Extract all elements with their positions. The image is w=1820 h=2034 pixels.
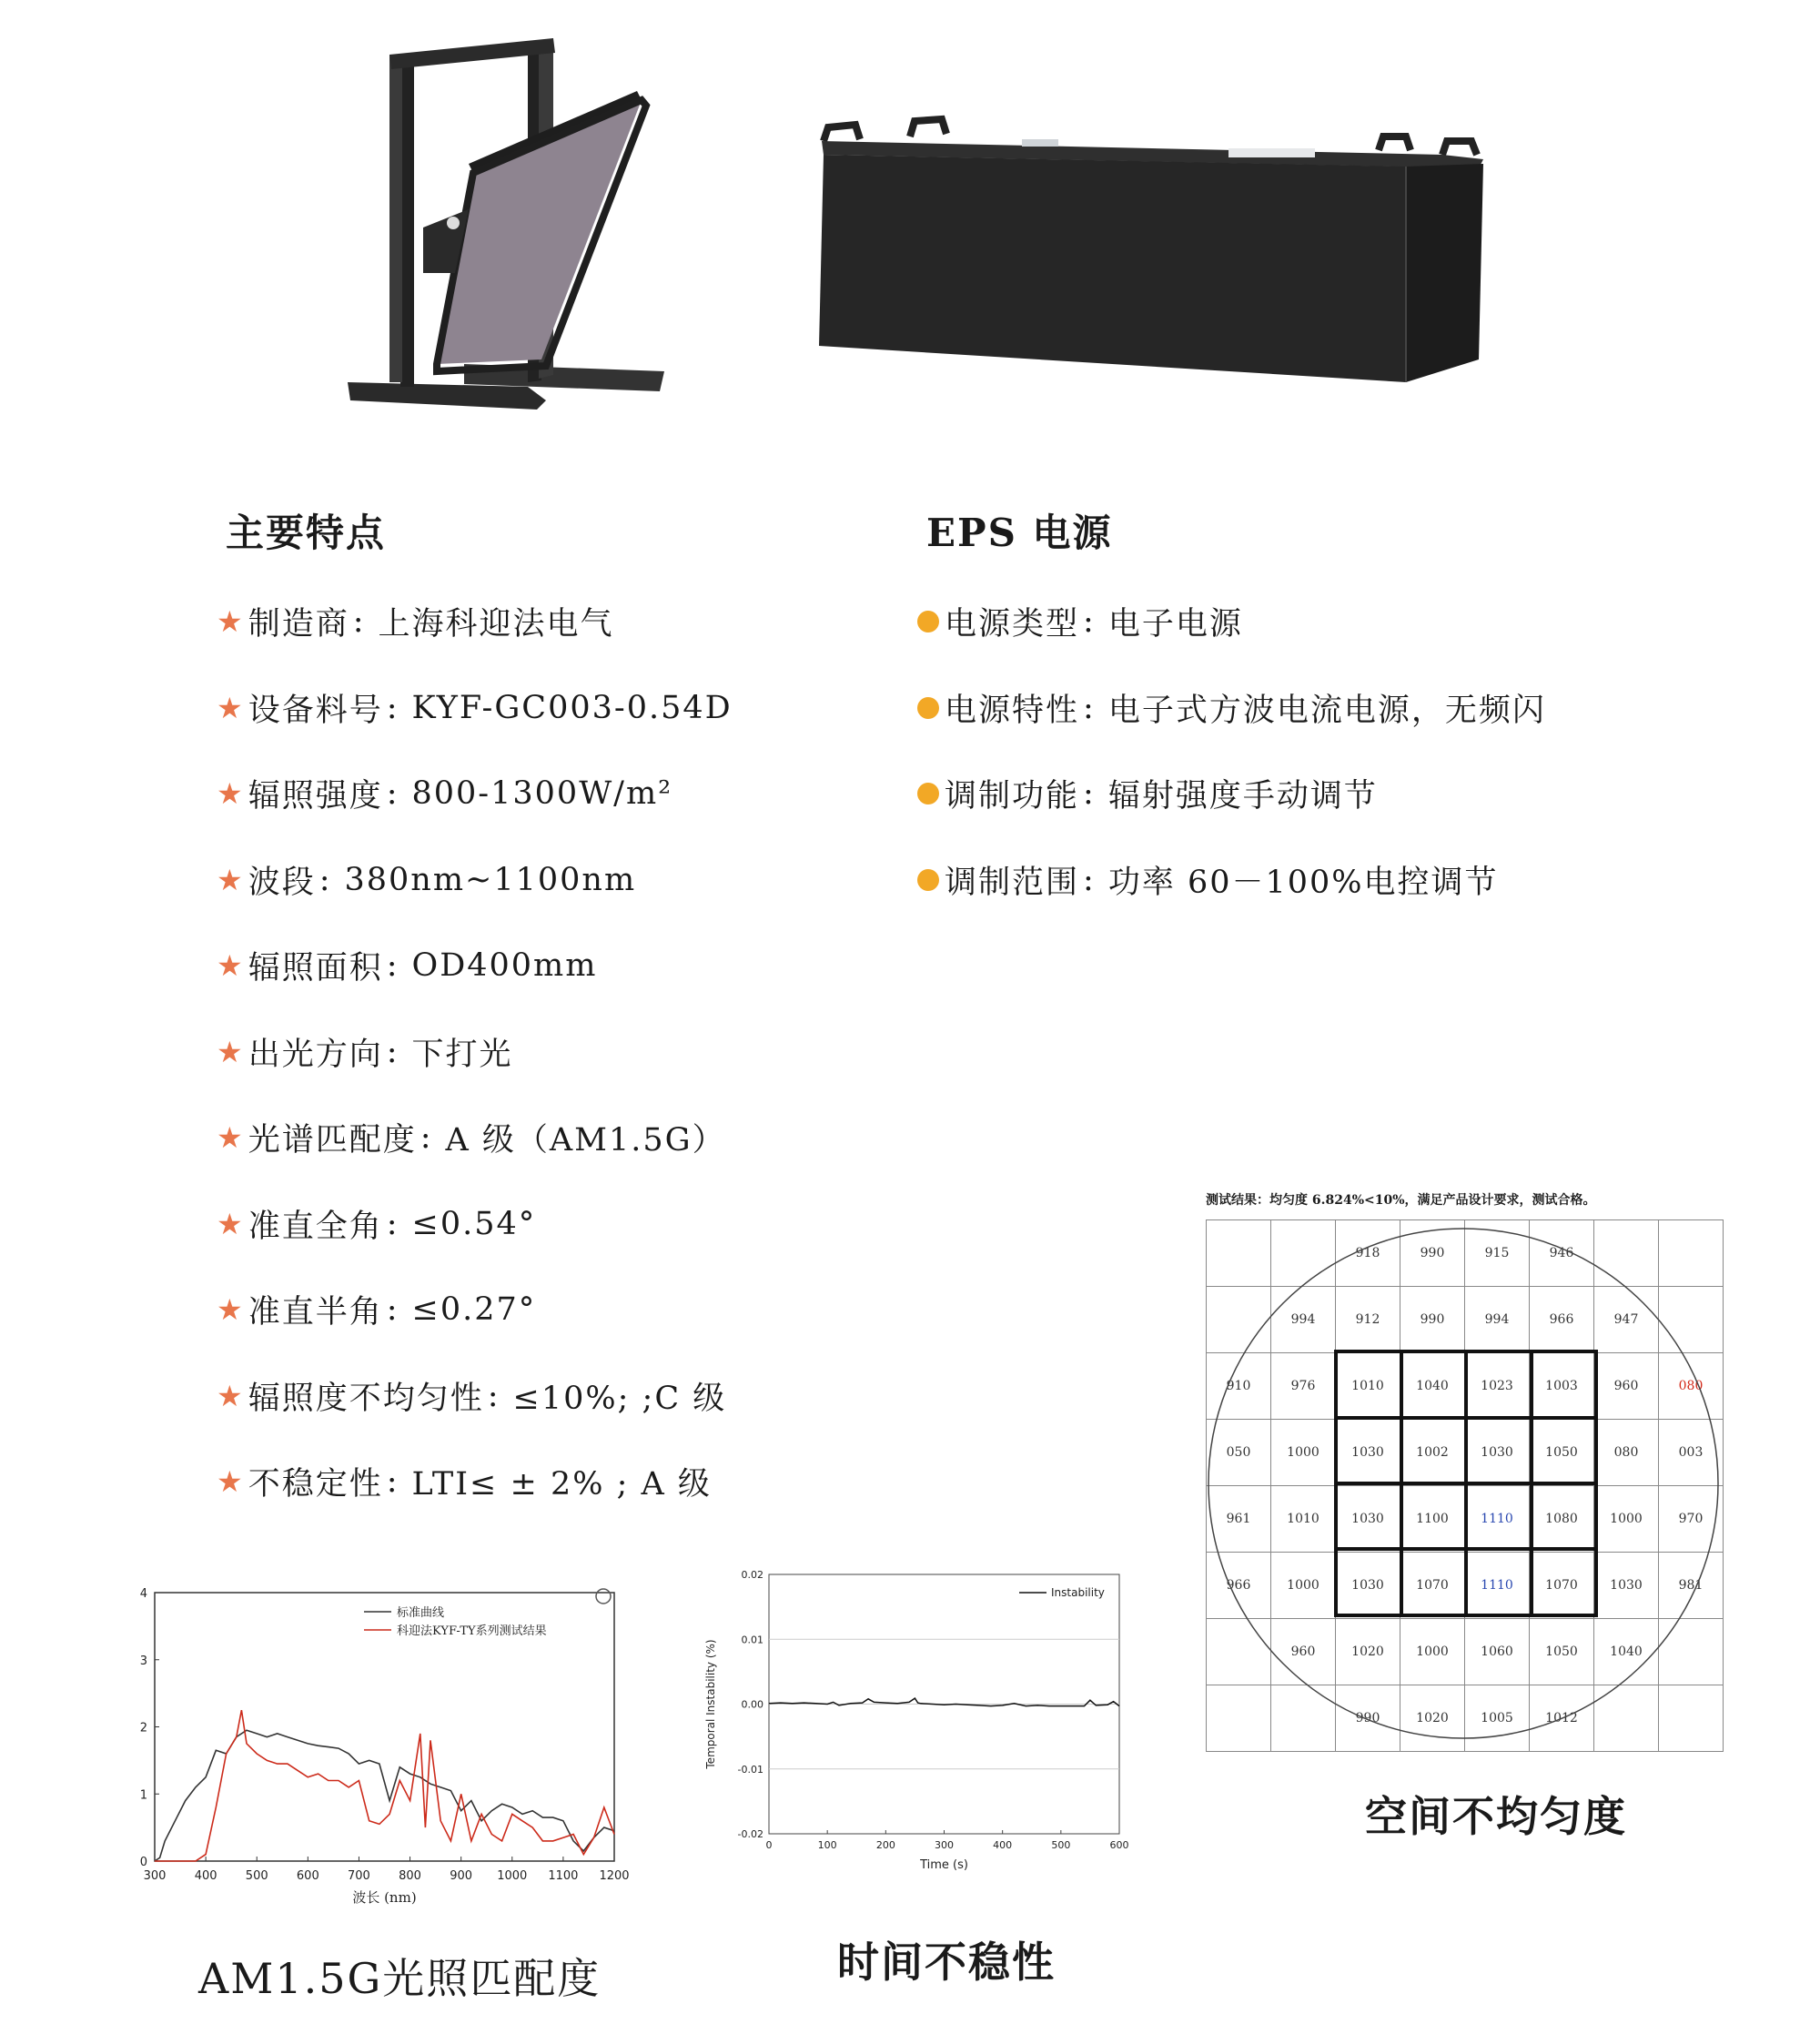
table-row — [1207, 1353, 1724, 1420]
feature-label: 设备料号 — [248, 692, 383, 729]
table-cell: 1040 — [1594, 1619, 1659, 1685]
table-cell: 1060 — [1465, 1619, 1530, 1685]
table-cell: 1000 — [1400, 1619, 1465, 1685]
feature-item — [917, 599, 1243, 644]
legend-label: Instability — [1051, 1586, 1105, 1599]
legend-label: 标准曲线 — [397, 1606, 445, 1620]
table-cell: 947 — [1594, 1287, 1659, 1353]
table-cell: 1030 — [1336, 1486, 1400, 1553]
star-icon: ★ — [217, 690, 245, 725]
table-cell — [1207, 1685, 1271, 1752]
badge-dot-icon — [917, 783, 939, 804]
feature-value: 800-1300W/m² — [411, 775, 673, 812]
table-cell: 080 — [1659, 1353, 1724, 1420]
table-cell: 1070 — [1530, 1553, 1594, 1619]
series-line — [769, 1698, 1119, 1706]
feature-separator: : — [386, 1205, 399, 1242]
feature-value: 电子电源 — [1107, 606, 1243, 643]
star-icon: ★ — [217, 948, 245, 983]
table-cell: 981 — [1659, 1553, 1724, 1619]
table-cell: 1050 — [1530, 1619, 1594, 1685]
table-cell — [1594, 1685, 1659, 1752]
spectrum-match-chart — [127, 1579, 646, 1907]
table-cell: 946 — [1530, 1220, 1594, 1287]
feature-item — [217, 1115, 726, 1160]
uniformity-caption: 空间不均匀度 — [1365, 1792, 1627, 1841]
table-cell — [1207, 1220, 1271, 1287]
table-row — [1207, 1553, 1724, 1619]
table-cell: 1030 — [1336, 1420, 1400, 1486]
feature-value: 上海科迎法电气 — [378, 606, 614, 643]
table-cell: 990 — [1336, 1685, 1400, 1752]
instability-caption: 时间不稳性 — [837, 1938, 1056, 1987]
star-icon: ★ — [217, 1206, 245, 1241]
temporal-instability-chart — [696, 1565, 1133, 1884]
feature-separator: : — [318, 861, 332, 898]
table-row — [1207, 1220, 1724, 1287]
feature-label: 辐照强度 — [248, 778, 383, 815]
feature-label: 光谱匹配度 — [248, 1122, 417, 1159]
table-cell: 050 — [1207, 1420, 1271, 1486]
x-tick-label: 600 — [1109, 1839, 1129, 1851]
feature-separator: : — [1083, 603, 1096, 640]
logo-icon — [596, 1589, 611, 1604]
legend-label: 科迎法KYF-TY系列测试结果 — [397, 1624, 547, 1638]
feature-separator: : — [386, 689, 399, 726]
table-cell — [1271, 1220, 1336, 1287]
badge-dot-icon — [917, 697, 939, 719]
star-icon: ★ — [217, 862, 245, 897]
feature-separator: : — [487, 1377, 500, 1414]
star-icon: ★ — [217, 1120, 245, 1155]
feature-item — [217, 599, 614, 644]
table-cell: 080 — [1594, 1420, 1659, 1486]
x-tick-label: 900 — [450, 1869, 473, 1883]
table-cell: 990 — [1400, 1287, 1465, 1353]
feature-separator: : — [386, 775, 399, 812]
series-line — [155, 1710, 614, 1861]
feature-label: 辐照度不均匀性 — [248, 1380, 484, 1417]
feature-label: 准直全角 — [248, 1208, 383, 1245]
table-cell: 1010 — [1271, 1486, 1336, 1553]
table-cell: 1050 — [1530, 1420, 1594, 1486]
eps-power-title: EPS 电源 — [926, 511, 1113, 555]
feature-separator: : — [1083, 689, 1096, 726]
x-tick-label: 800 — [399, 1869, 421, 1883]
star-icon: ★ — [217, 1034, 245, 1069]
table-cell: 1070 — [1400, 1553, 1465, 1619]
table-cell: 1005 — [1465, 1685, 1530, 1752]
x-tick-label: 1000 — [497, 1869, 528, 1883]
table-cell: 1020 — [1336, 1619, 1400, 1685]
y-tick-label: 0.02 — [741, 1569, 763, 1581]
uniformity-test-result: 测试结果：均匀度 6.824%<10%，满足产品设计要求，测试合格。 — [1206, 1193, 1596, 1208]
feature-label: 准直半角 — [248, 1294, 383, 1331]
table-cell — [1659, 1619, 1724, 1685]
feature-label: 辐照面积 — [248, 950, 383, 987]
feature-label: 不稳定性 — [248, 1466, 383, 1503]
table-row — [1207, 1486, 1724, 1553]
table-cell — [1659, 1287, 1724, 1353]
table-row — [1207, 1287, 1724, 1353]
table-cell: 976 — [1271, 1353, 1336, 1420]
table-cell: 1030 — [1336, 1553, 1400, 1619]
feature-separator: : — [386, 1033, 399, 1070]
table-cell: 1100 — [1400, 1486, 1465, 1553]
y-tick-label: -0.01 — [737, 1763, 763, 1776]
table-cell — [1271, 1685, 1336, 1752]
y-tick-label: 3 — [139, 1654, 147, 1668]
x-tick-label: 200 — [875, 1839, 895, 1851]
feature-item — [917, 685, 1546, 731]
table-cell: 918 — [1336, 1220, 1400, 1287]
feature-item — [217, 1029, 513, 1075]
y-tick-label: 0.01 — [741, 1634, 763, 1646]
table-cell — [1594, 1220, 1659, 1287]
feature-separator: : — [1083, 775, 1096, 812]
feature-item — [217, 1373, 726, 1419]
x-tick-label: 500 — [1051, 1839, 1071, 1851]
y-tick-label: 0 — [139, 1856, 147, 1869]
table-row — [1207, 1619, 1724, 1685]
feature-separator: : — [386, 1463, 399, 1500]
x-tick-label: 500 — [245, 1869, 268, 1883]
feature-label: 电源类型 — [945, 606, 1080, 643]
table-cell: 1080 — [1530, 1486, 1594, 1553]
star-icon: ★ — [217, 776, 245, 811]
table-cell: 1020 — [1400, 1685, 1465, 1752]
feature-item — [917, 771, 1378, 816]
x-tick-label: 1100 — [548, 1869, 579, 1883]
x-axis-label: Time (s) — [920, 1858, 968, 1872]
table-cell: 1002 — [1400, 1420, 1465, 1486]
table-cell: 990 — [1400, 1220, 1465, 1287]
table-cell: 915 — [1465, 1220, 1530, 1287]
feature-value: LTI≤ ± 2% ; A 级 — [411, 1466, 712, 1503]
x-tick-label: 400 — [194, 1869, 217, 1883]
table-cell: 1010 — [1336, 1353, 1400, 1420]
feature-value: 380nm~1100nm — [344, 861, 637, 898]
y-axis-label: Temporal Instability (%) — [704, 1639, 717, 1769]
star-icon: ★ — [217, 1292, 245, 1327]
table-cell: 961 — [1207, 1486, 1271, 1553]
table-cell: 960 — [1271, 1619, 1336, 1685]
table-cell: 966 — [1530, 1287, 1594, 1353]
feature-value: ≤0.54° — [411, 1205, 537, 1242]
table-cell — [1207, 1287, 1271, 1353]
x-tick-label: 300 — [935, 1839, 954, 1851]
x-tick-label: 1200 — [599, 1869, 630, 1883]
y-tick-label: -0.02 — [737, 1828, 763, 1840]
table-cell: 1030 — [1594, 1553, 1659, 1619]
x-axis-label: 波长 (nm) — [352, 1889, 417, 1906]
feature-value: ≤10%; ;C 级 — [512, 1380, 727, 1417]
badge-dot-icon — [917, 869, 939, 891]
star-icon: ★ — [217, 1464, 245, 1499]
table-cell — [1659, 1220, 1724, 1287]
table-cell: 1000 — [1271, 1553, 1336, 1619]
table-cell: 1110 — [1465, 1486, 1530, 1553]
table-cell: 960 — [1594, 1353, 1659, 1420]
feature-item — [217, 1201, 536, 1247]
table-cell: 1023 — [1465, 1353, 1530, 1420]
uniformity-grid — [1206, 1219, 1724, 1752]
feature-label: 制造商 — [248, 606, 349, 643]
star-icon: ★ — [217, 1378, 245, 1413]
x-tick-label: 300 — [143, 1869, 167, 1883]
feature-item — [217, 1287, 536, 1332]
main-features-title: 主要特点 — [226, 511, 387, 555]
feature-value: KYF-GC003-0.54D — [411, 689, 733, 726]
eps-power-supply-box-image — [814, 114, 1506, 391]
feature-label: 出光方向 — [248, 1036, 383, 1073]
feature-value: ≤0.27° — [411, 1291, 537, 1328]
feature-value: 功率 60－100%电控调节 — [1107, 864, 1499, 901]
star-icon: ★ — [217, 604, 245, 639]
feature-item — [217, 857, 636, 903]
feature-item — [217, 771, 672, 816]
table-cell: 1000 — [1594, 1486, 1659, 1553]
badge-dot-icon — [917, 611, 939, 632]
table-cell: 912 — [1336, 1287, 1400, 1353]
table-cell: 970 — [1659, 1486, 1724, 1553]
table-row — [1207, 1420, 1724, 1486]
solar-simulator-frame-image — [346, 36, 673, 419]
feature-value: 电子式方波电流电源，无频闪 — [1107, 692, 1546, 729]
feature-item — [217, 1459, 712, 1504]
feature-separator: : — [352, 603, 366, 640]
feature-item — [217, 685, 733, 731]
y-tick-label: 2 — [139, 1721, 147, 1735]
x-tick-label: 400 — [993, 1839, 1013, 1851]
table-cell: 966 — [1207, 1553, 1271, 1619]
table-cell: 910 — [1207, 1353, 1271, 1420]
spectrum-caption: AM1.5G光照匹配度 — [198, 1954, 602, 2003]
feature-value: 下打光 — [411, 1036, 513, 1073]
table-cell: 1003 — [1530, 1353, 1594, 1420]
feature-item — [217, 943, 597, 988]
feature-value: 辐射强度手动调节 — [1107, 778, 1378, 815]
y-tick-label: 0.00 — [741, 1698, 763, 1711]
feature-separator: : — [386, 1291, 399, 1328]
feature-separator: : — [1083, 861, 1096, 898]
feature-separator: : — [420, 1119, 433, 1156]
table-row — [1207, 1685, 1724, 1752]
x-tick-label: 0 — [765, 1839, 773, 1851]
x-tick-label: 700 — [348, 1869, 370, 1883]
table-cell: 994 — [1465, 1287, 1530, 1353]
table-cell: 1030 — [1465, 1420, 1530, 1486]
feature-label: 调制功能 — [945, 778, 1080, 815]
table-cell: 1110 — [1465, 1553, 1530, 1619]
feature-label: 波段 — [248, 864, 316, 901]
table-cell — [1659, 1685, 1724, 1752]
table-cell: 1012 — [1530, 1685, 1594, 1752]
y-tick-label: 1 — [139, 1788, 147, 1803]
table-cell: 994 — [1271, 1287, 1336, 1353]
table-cell — [1207, 1619, 1271, 1685]
feature-value: A 级（AM1.5G） — [445, 1122, 726, 1159]
feature-item — [917, 857, 1499, 903]
feature-label: 调制范围 — [945, 864, 1080, 901]
x-tick-label: 100 — [817, 1839, 837, 1851]
feature-value: OD400mm — [411, 947, 598, 984]
table-cell: 003 — [1659, 1420, 1724, 1486]
table-cell: 1000 — [1271, 1420, 1336, 1486]
y-tick-label: 4 — [139, 1587, 147, 1601]
feature-label: 电源特性 — [945, 692, 1080, 729]
feature-separator: : — [386, 947, 399, 984]
x-tick-label: 600 — [296, 1869, 319, 1883]
table-cell: 1040 — [1400, 1353, 1465, 1420]
